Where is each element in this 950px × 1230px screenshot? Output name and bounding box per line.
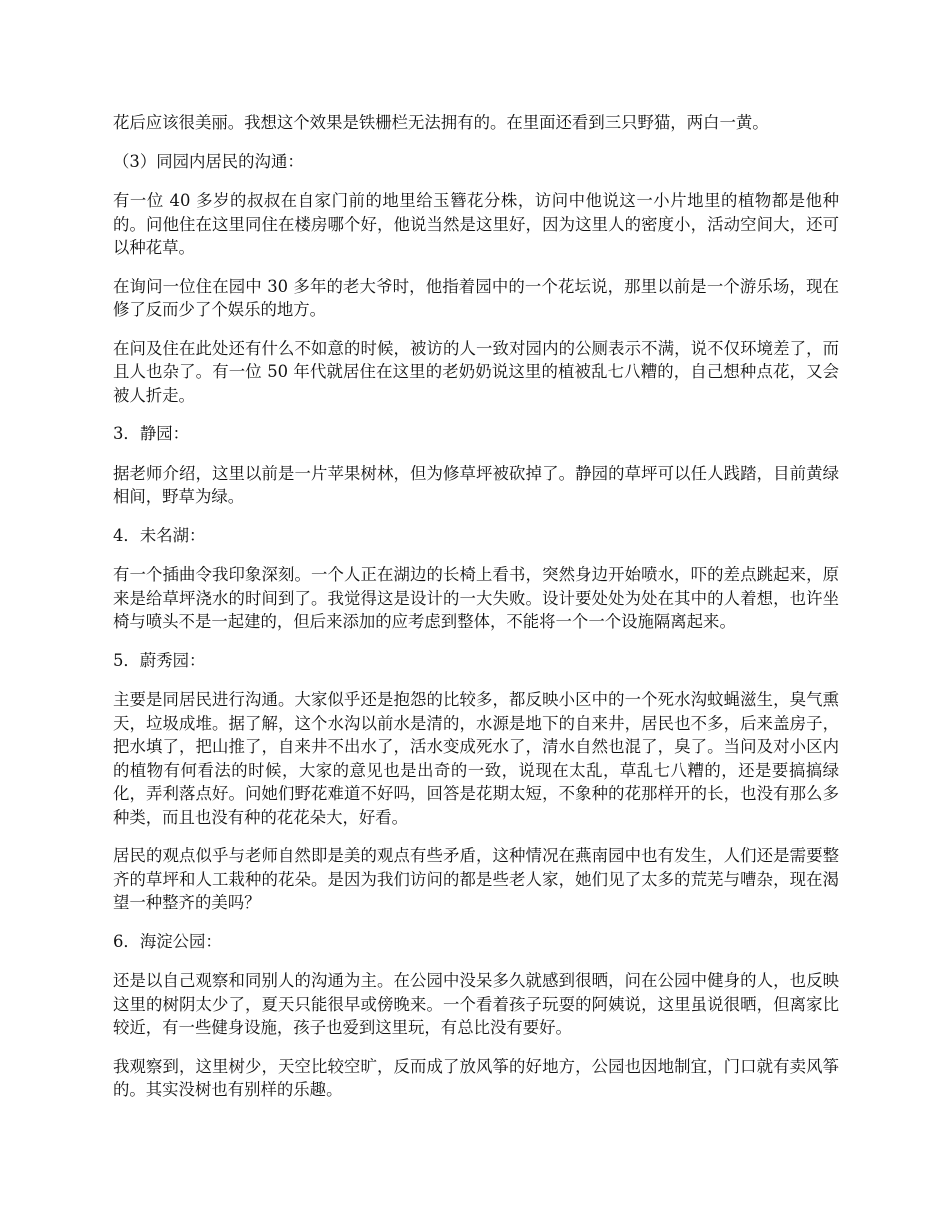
- paragraph: 据老师介绍，这里以前是一片苹果树林，但为修草坪被砍掉了。静园的草坪可以任人践踏，目前黄绿相间，野草为绿。: [113, 463, 839, 506]
- section-heading: 6．海淀公园：: [113, 931, 222, 951]
- section-heading: 5．蔚秀园：: [113, 650, 206, 670]
- section-heading: 4．未名湖：: [113, 525, 206, 545]
- document-body: [113, 111, 839, 1117]
- paragraph: 还是以自己观察和同别人的沟通为主。在公园中没呆多久就感到很晒，问在公园中健身的人，也反映这里的树阴太少了，夏天只能很早或傍晚来。一个看着孩子玩耍的阿姨说，这里虽说很晒，但离家比较近，有一些健身设施，孩子也爱到这里玩，有总比没有要好。: [113, 971, 839, 1037]
- paragraph: 主要是同居民进行沟通。大家似乎还是抱怨的比较多，都反映小区中的一个死水沟蚊蝇滋生，臭气熏天，垃圾成堆。据了解，这个水沟以前水是清的，水源是地下的自来井，居民也不多，后来盖房子，把水填了，把山推了，自来井不出水了，活水变成死水了，清水自然也混了，臭了。当问及对小区内的植物有何看法的时候，大家的意见也是出奇的一致，说现在太乱，草乱七八糟的，还是要搞搞绿化，弄利落点好。问她们野花难道不好吗，回答是花期太短，不象种的花那样开的长，也没有那么多种类，而且也没有种的花花朵大，好看。: [113, 690, 839, 827]
- paragraph: 居民的观点似乎与老师自然即是美的观点有些矛盾，这种情况在燕南园中也有发生，人们还是需要整齐的草坪和人工栽种的花朵。是因为我们访问的都是些老人家，她们见了太多的荒芜与嘈杂，现在渴望一种整齐的美吗？: [113, 846, 839, 912]
- section-heading: 3．静园：: [113, 424, 189, 443]
- paragraph: 在询问一位住在园中 30 多年的老大爷时，他指着园中的一个花坛说，那里以前是一个游乐场，现在修了反而少了个娱乐的地方。: [113, 276, 839, 319]
- paragraph: 在问及住在此处还有什么不如意的时候，被访的人一致对园内的公厕表示不满，说不仅环境差了，而且人也杂了。有一位 50 年代就居住在这里的老奶奶说这里的植被乱七八糟的，自己想种点花，又会被人折走。: [113, 338, 839, 405]
- paragraph: 花后应该很美丽。我想这个效果是铁栅栏无法拥有的。在里面还看到三只野猫，两白一黄。: [113, 113, 769, 132]
- paragraph: 有一位 40 多岁的叔叔在自家门前的地里给玉簪花分株，访问中他说这一小片地里的植物都是他种的。问他住在这里同住在楼房哪个好，他说当然是这里好，因为这里人的密度小，活动空间大，还可以种花草。: [113, 191, 839, 257]
- paragraph: 有一个插曲令我印象深刻。一个人正在湖边的长椅上看书，突然身边开始喷水，吓的差点跳起来，原来是给草坪浇水的时间到了。我觉得这是设计的一大失败。设计要处处为处在其中的人着想，也许坐椅与喷头不是一起建的，但后来添加的应考虑到整体，不能将一个一个设施隔离起来。: [113, 565, 839, 631]
- section-heading: （3）同园内居民的沟通：: [113, 151, 304, 171]
- paragraph: 我观察到，这里树少，天空比较空旷，反而成了放风筝的好地方，公园也因地制宜，门口就有卖风筝的。其实没树也有别样的乐趣。: [113, 1056, 839, 1099]
